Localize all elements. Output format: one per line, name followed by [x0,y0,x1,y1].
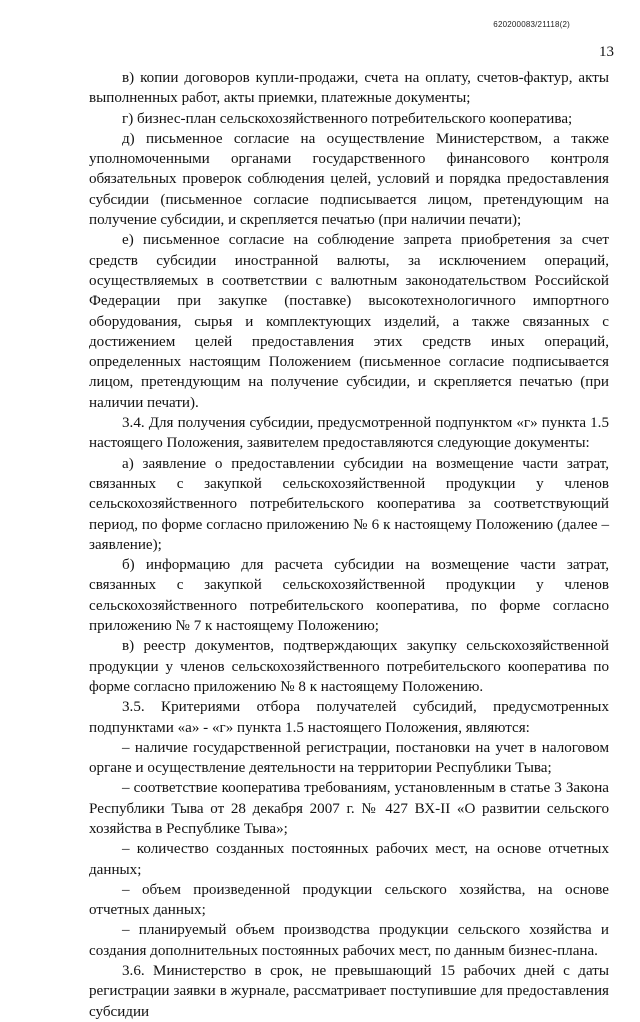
paragraph-item-e-consent-currency: е) письменное согласие на соблюдение запрета приобретения за счет средств субсидии иностранной валюты, за исключением операций, осуществляемых в соответствии с валютным законодательством Российской Федерации при закупке (поставке) высокотехнологичного импортного оборудования, сырья и комплектующих изделий, а также связанных с достижением целей предоставления этих средств иных операций, определенных настоящим Положением (письменное согласие подписывается лицом, претендующим на получение субсидии, и скрепляется печатью (при наличии печати). [89,232,609,411]
document-body [89,68,609,1022]
page-number: 13 [599,44,614,60]
paragraph-section-3-4: 3.4. Для получения субсидии, предусмотренной подпунктом «г» пункта 1.5 настоящего Положения, заявителем предоставляются следующие документы: [89,415,609,452]
paragraph-criterion-jobs: – количество созданных постоянных рабочих мест, на основе отчетных данных; [89,841,609,878]
paragraph-section-3-6: 3.6. Министерство в срок, не превышающий 15 рабочих дней с даты регистрации заявки в журнале, рассматривает поступившие для предоставления субсидии [89,963,609,1020]
paragraph-criterion-planned: – планируемый объем производства продукции сельского хозяйства и создания дополнительных постоянных рабочих мест, по данным бизнес-плана. [89,922,609,959]
paragraph-criterion-output: – объем произведенной продукции сельского хозяйства, на основе отчетных данных; [89,881,609,919]
paragraph-item-b-information: б) информацию для расчета субсидии на возмещение части затрат, связанных с закупкой сельскохозяйственной продукции у членов сельскохозяйственного потребительского кооператива, по форме согласно приложению № 7 к настоящему Положению; [89,557,609,635]
paragraph-item-v-copies: в) копии договоров купли-продажи, счета на оплату, счетов-фактур, акты выполненных работ, акты приемки, платежные документы; [89,70,609,107]
paragraph-criterion-compliance: – соответствие кооператива требованиям, установленным в статье 3 Закона Республики Тыва от 28 декабря 2007 г. № 427 ВХ-II «О развитии сельского хозяйства в Республике Тыва»; [89,780,609,837]
paragraph-item-a-application: а) заявление о предоставлении субсидии на возмещение части затрат, связанных с закупкой сельскохозяйственной продукции у членов сельскохозяйственного потребительского кооператива за соответствующий период, по форме согласно приложению № 6 к настоящему Положению (далее – заявление); [89,455,609,553]
paragraph-item-v-registry: в) реестр документов, подтверждающих закупку сельскохозяйственной продукции у членов сельскохозяйственного потребительского кооператива по форме согласно приложению № 8 к настоящему Положению. [89,638,609,695]
paragraph-item-g-business-plan: г) бизнес-план сельскохозяйственного потребительского кооператива; [122,110,573,127]
paragraph-item-d-consent-inspections: д) письменное согласие на осуществление Министерством, а также уполномоченными органами государственного финансового контроля обязательных проверок соблюдения целей, условий и порядка предоставления субсидии (письменное согласие подписывается лицом, претендующим на получение субсидии, и скрепляется печатью (при наличии печати); [89,130,609,229]
paragraph-section-3-5: 3.5. Критериями отбора получателей субсидий, предусмотренных подпунктами «а» - «г» пункта 1.5 настоящего Положения, являются: [89,699,609,736]
document-id: 620200083/21118(2) [493,20,570,29]
paragraph-criterion-registration: – наличие государственной регистрации, постановки на учет в налоговом органе и осуществление деятельности на территории Республики Тыва; [89,739,609,777]
